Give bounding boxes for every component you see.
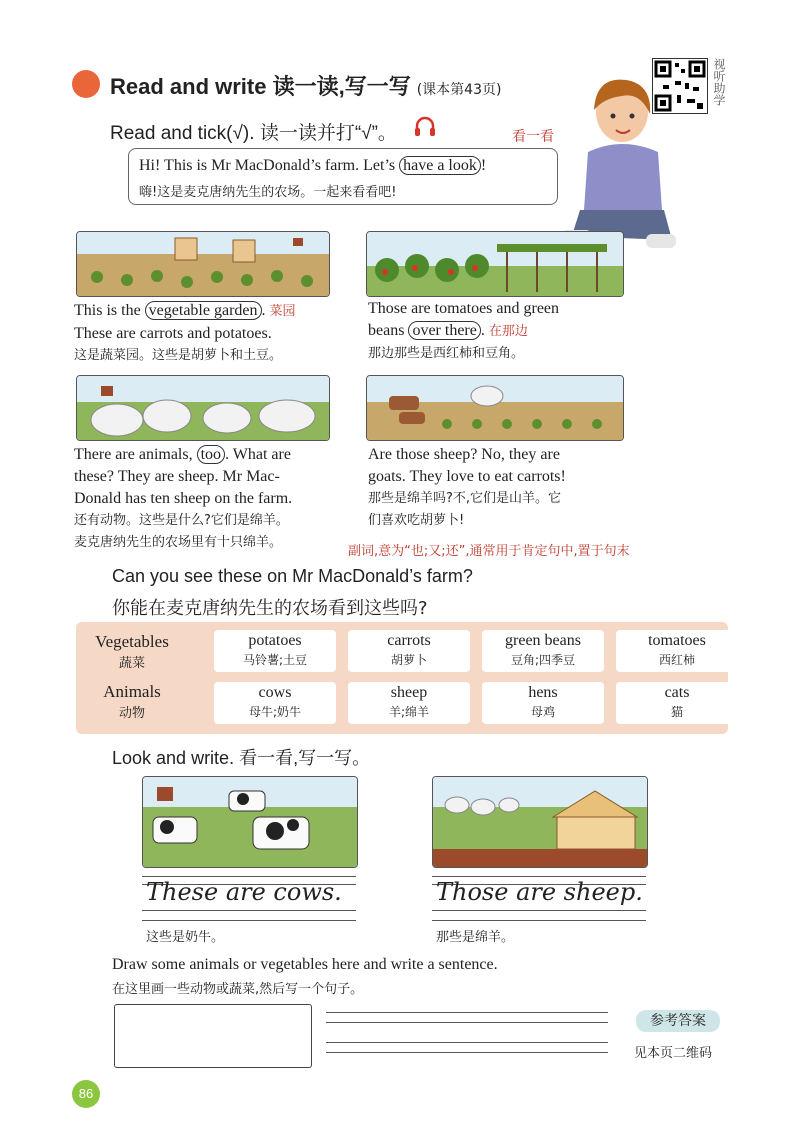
vocab-cell[interactable]: green beans 豆角;四季豆 [482,630,604,672]
bubble-english: Hi! This is Mr MacDonald’s farm. Let’s have a look ! [139,157,487,174]
sentence-line[interactable] [326,1042,608,1043]
section-title: Read and write 读一读,写一写 (课本第43页) [110,74,502,99]
sheep-barn-picture [432,776,648,868]
over-there-annotation: 在那边 [488,324,528,339]
writing-line [432,876,646,877]
look-write-title: Look and write. 看一看,写一写。 [112,748,371,768]
vocab-cell[interactable]: hens 母鸡 [482,682,604,724]
draw-instruction-english: Draw some animals or vegetables here and write a sentence. [112,956,498,973]
sheep-picture [76,375,330,441]
sentence-line[interactable] [326,1022,608,1023]
row-label-animals: Animals 动物 [103,682,161,721]
left-answer[interactable]: These are cows. [146,878,342,906]
question-chinese: 你能在麦克唐纳先生的农场看到这些吗? [112,598,428,619]
page-number: 86 [72,1080,100,1108]
too-annotation: 副词,意为“也;又;还”,通常用于肯定句中,置于句末 [348,544,630,559]
drawing-box[interactable] [114,1004,312,1068]
panel3-text: There are animals, too . What are these? They are sheep. Mr Mac- Donald has ten sheep on the farm. 还有动物。这些是什么?它们是绵羊。 麦克唐纳先生的农场里有十只绵羊。 [74,446,293,550]
answer-badge[interactable]: 参考答案 [636,1010,720,1032]
look-annotation: 看一看 [512,129,554,145]
writing-line [432,910,646,911]
vocab-cell[interactable]: carrots 胡萝卜 [348,630,470,672]
vocab-cell[interactable]: cats 猫 [616,682,738,724]
answer-note: 见本页二维码 [634,1046,713,1061]
writing-line [142,920,356,921]
panel1-text: This is the vegetable garden . 菜园 These are carrots and potatoes. 这是蔬菜园。这些是胡萝卜和土豆。 [74,302,296,363]
goats-picture [366,375,624,441]
vegetable-garden-picture [76,231,330,297]
cows-picture [142,776,358,868]
qr-label: 视听助学 [712,58,726,106]
panel4-text: Are those sheep? No, they are goats. They love to eat carrots! 那些是绵羊吗?不,它们是山羊。它 们喜欢吃胡萝卜! [368,446,566,528]
tick-instruction: Read and tick(√). 读一读并打“√”。 [110,123,397,144]
vocab-cell[interactable]: sheep 羊;绵羊 [348,682,470,724]
question-english: Can you see these on Mr MacDonald’s farm? [112,566,473,586]
draw-instruction-chinese: 在这里画一些动物或蔬菜,然后写一个句子。 [112,982,364,997]
sentence-line[interactable] [326,1012,608,1013]
row-label-vegetables: Vegetables 蔬菜 [95,632,169,671]
vocab-cell[interactable]: cows 母牛;奶牛 [214,682,336,724]
speech-bubble [128,148,558,205]
sentence-line[interactable] [326,1052,608,1053]
writing-line [142,876,356,877]
left-caption: 这些是奶牛。 [146,930,225,945]
headphones-icon[interactable] [414,116,436,138]
right-answer[interactable]: Those are sheep. [436,878,643,906]
vocab-cell[interactable]: potatoes 马铃薯;土豆 [214,630,336,672]
right-caption: 那些是绵羊。 [436,930,515,945]
section-icon [72,70,100,98]
vocab-cell[interactable]: tomatoes 西红柿 [616,630,738,672]
writing-line [142,910,356,911]
vocabulary-table [76,622,728,734]
garden-annotation: 菜园 [269,304,296,319]
tomato-garden-picture [366,231,624,297]
panel2-text: Those are tomatoes and green beans over there . 在那边 那边那些是西红柿和豆角。 [368,300,560,361]
writing-line [432,920,646,921]
bubble-chinese: 嗨!这是麦克唐纳先生的农场。一起来看看吧! [139,185,397,200]
